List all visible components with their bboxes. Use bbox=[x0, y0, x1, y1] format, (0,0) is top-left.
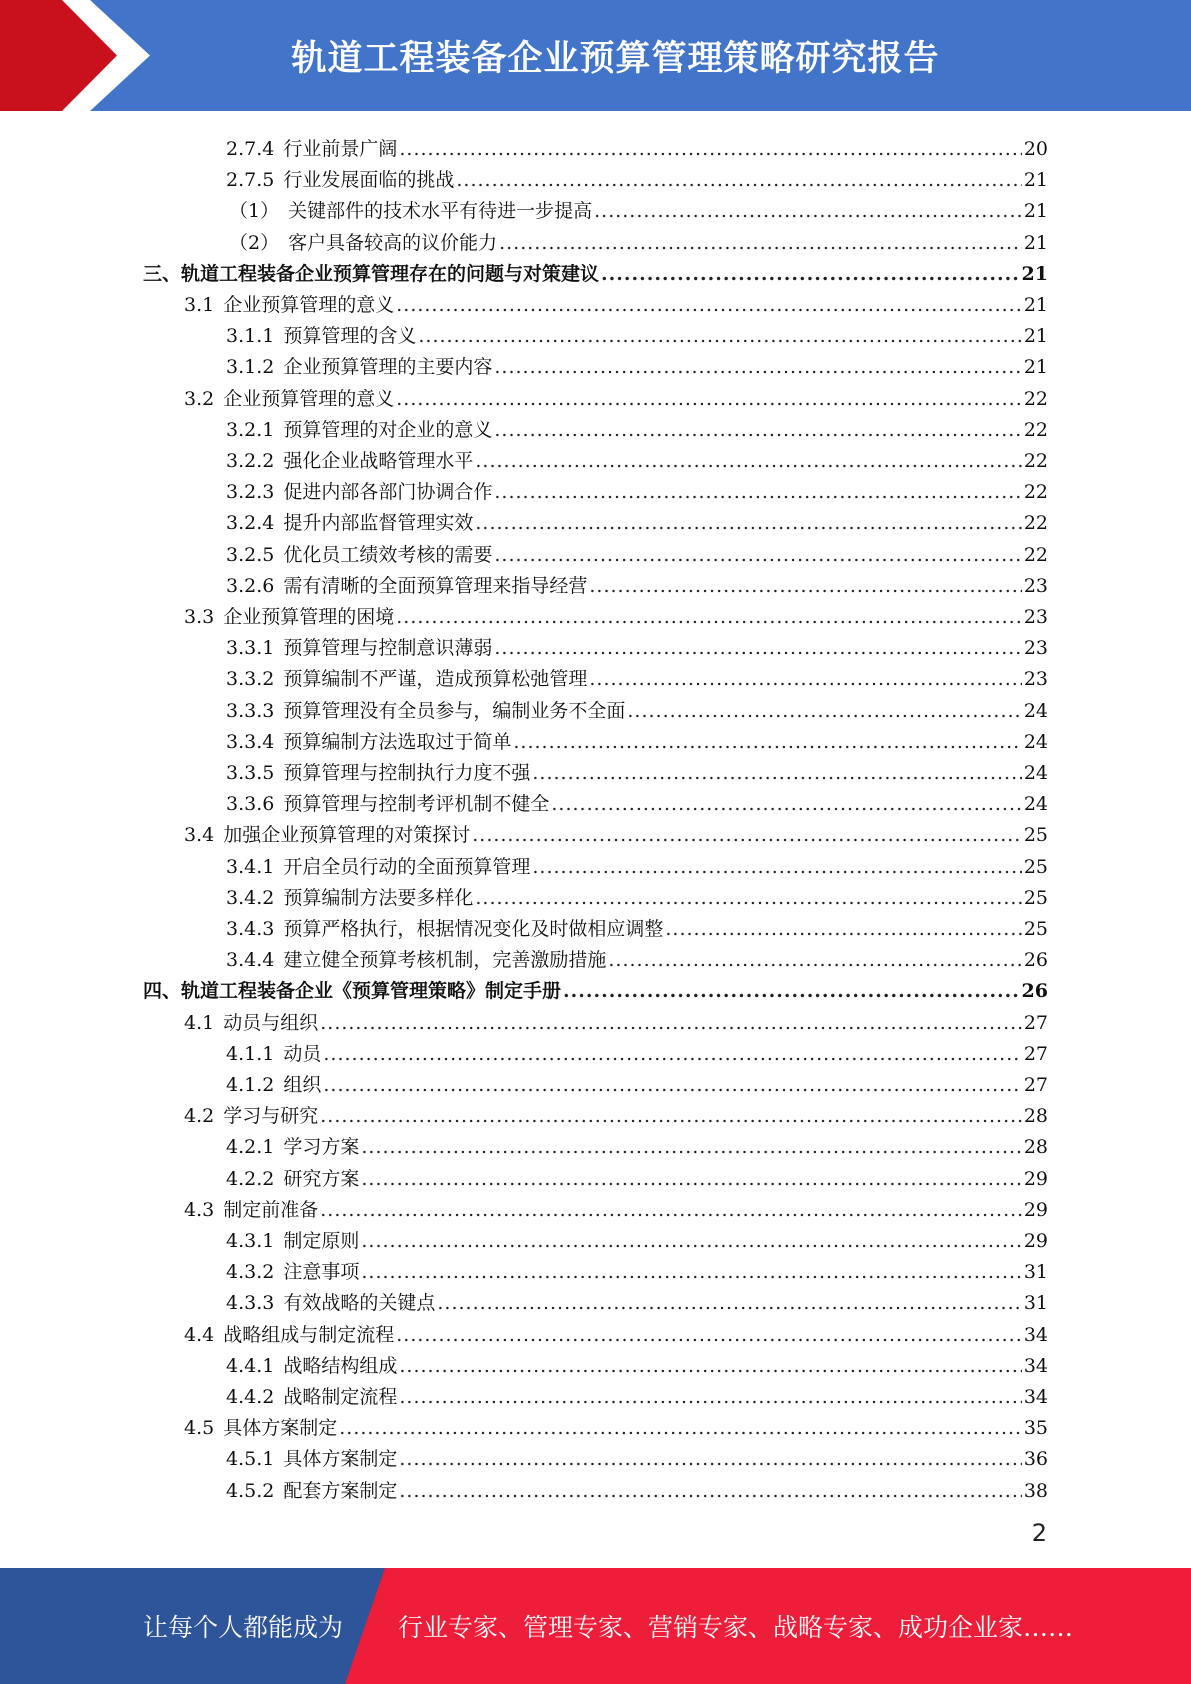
toc-dot-leader bbox=[361, 1230, 1021, 1252]
toc-entry-title: 关键部件的技术水平有待进一步提高 bbox=[288, 200, 593, 223]
toc-entry[interactable] bbox=[226, 1034, 1048, 1065]
toc-entry-number: 4.2.1 bbox=[226, 1136, 275, 1159]
toc-entry-number: （2） bbox=[229, 231, 280, 254]
toc-entry[interactable] bbox=[226, 878, 1048, 909]
toc-dot-leader bbox=[456, 169, 1021, 191]
toc-entry-page: 34 bbox=[1023, 1354, 1048, 1377]
toc-entry-number: 3.3.1 bbox=[226, 637, 275, 660]
toc-dot-leader bbox=[320, 1105, 1022, 1127]
toc-entry[interactable] bbox=[226, 535, 1048, 566]
toc-entry-page: 34 bbox=[1023, 1386, 1048, 1408]
toc-entry-page: 23 bbox=[1023, 668, 1048, 691]
toc-entry-number: 4.1.1 bbox=[226, 1042, 275, 1065]
toc-dot-leader bbox=[361, 1261, 1021, 1283]
toc-entry-title: 企业预算管理的意义 bbox=[223, 387, 395, 410]
toc-entry-number: 3.4.2 bbox=[226, 886, 275, 909]
toc-entry-number: 3.1.2 bbox=[226, 356, 275, 379]
toc-entry-page: 29 bbox=[1023, 1198, 1048, 1221]
toc-entry[interactable] bbox=[226, 472, 1048, 503]
toc-entry-page: 25 bbox=[1023, 824, 1048, 847]
toc-entry-title: 客户具备较高的议价能力 bbox=[288, 231, 498, 254]
toc-entry[interactable] bbox=[226, 659, 1048, 690]
toc-dot-leader bbox=[601, 263, 1020, 285]
toc-dot-leader bbox=[320, 1199, 1022, 1221]
toc-dot-leader bbox=[475, 512, 1021, 534]
toc-entry-number: 2.7.4 bbox=[226, 138, 275, 160]
toc-entry-title: 企业预算管理的困境 bbox=[223, 606, 395, 628]
toc-entry[interactable] bbox=[143, 254, 1048, 285]
toc-entry-number: 4.2.2 bbox=[226, 1167, 275, 1190]
toc-entry[interactable] bbox=[226, 1377, 1048, 1408]
toc-entry-page: 31 bbox=[1023, 1261, 1048, 1284]
toc-entry-title: 预算编制不严谨，造成预算松弛管理 bbox=[283, 668, 588, 691]
toc-entry-number: 3.3.3 bbox=[226, 699, 275, 722]
toc-entry-title: 预算管理与控制执行力度不强 bbox=[283, 762, 531, 784]
toc-entry[interactable] bbox=[226, 503, 1048, 534]
toc-entry-number: 3.1.1 bbox=[226, 325, 275, 348]
toc-entry-number: 4.2 bbox=[184, 1105, 215, 1128]
toc-entry-number: 4.3.1 bbox=[226, 1230, 275, 1252]
toc-entry-title: 开启全员行动的全面预算管理 bbox=[283, 855, 531, 878]
toc-entry[interactable] bbox=[184, 1408, 1048, 1439]
toc-entry[interactable] bbox=[229, 191, 1048, 222]
footer-slogan-left: 让每个人都能成为 bbox=[143, 1613, 344, 1642]
toc-entry-title: 具体方案制定 bbox=[223, 1417, 338, 1440]
toc-dot-leader bbox=[551, 793, 1021, 815]
toc-entry-number: （1） bbox=[229, 200, 280, 223]
toc-entry-title: 预算管理的对企业的意义 bbox=[283, 418, 493, 441]
header-title: 轨道工程装备企业预算管理策略研究报告 bbox=[291, 38, 940, 79]
toc-entry-title: 预算编制方法选取过于简单 bbox=[283, 730, 512, 753]
toc-dot-leader bbox=[589, 668, 1021, 690]
toc-entry-page: 21 bbox=[1023, 325, 1048, 348]
toc-entry-page: 22 bbox=[1023, 387, 1048, 410]
toc-dot-leader bbox=[418, 325, 1021, 347]
toc-dot-leader bbox=[320, 1012, 1022, 1034]
toc-entry-title: 企业预算管理的主要内容 bbox=[283, 356, 493, 379]
toc-entry-page: 21 bbox=[1023, 200, 1048, 223]
toc-entry-number: 4.1.2 bbox=[226, 1074, 275, 1096]
toc-dot-leader bbox=[437, 1292, 1021, 1314]
toc-entry-title: 动员与组织 bbox=[223, 1011, 319, 1034]
toc-dot-leader bbox=[399, 1448, 1021, 1470]
toc-entry-number: 4.4 bbox=[184, 1323, 215, 1346]
toc-entry-number: 3.4.1 bbox=[226, 855, 275, 878]
toc-entry-page: 38 bbox=[1023, 1479, 1048, 1502]
toc-entry-title: 学习方案 bbox=[283, 1136, 360, 1159]
toc-dot-leader bbox=[472, 824, 1022, 846]
toc-entry-page: 29 bbox=[1023, 1230, 1048, 1252]
toc-entry-title: 优化员工绩效考核的需要 bbox=[283, 543, 493, 566]
toc-entry-page: 25 bbox=[1023, 855, 1048, 878]
toc-entry-page: 27 bbox=[1023, 1042, 1048, 1065]
toc-entry-number: 3.4.3 bbox=[226, 918, 275, 940]
toc-dot-leader bbox=[475, 887, 1021, 909]
toc-entry-page: 24 bbox=[1023, 730, 1048, 753]
toc-entry-number: 3.2.2 bbox=[226, 450, 275, 472]
toc-dot-leader bbox=[494, 419, 1021, 441]
toc-entry-page: 21 bbox=[1023, 231, 1048, 254]
toc-entry-page: 25 bbox=[1023, 918, 1048, 940]
toc-entry[interactable] bbox=[143, 971, 1048, 1002]
toc-entry[interactable] bbox=[229, 223, 1048, 254]
toc-entry-page: 27 bbox=[1023, 1074, 1048, 1096]
toc-entry-page: 31 bbox=[1023, 1292, 1048, 1315]
toc-entry-title: 研究方案 bbox=[283, 1167, 360, 1190]
toc-dot-leader bbox=[475, 450, 1021, 472]
toc-entry-title: 制定原则 bbox=[283, 1230, 360, 1252]
toc-dot-leader bbox=[627, 700, 1021, 722]
toc-entry-title: 预算管理没有全员参与，编制业务不全面 bbox=[283, 699, 626, 722]
toc-entry[interactable] bbox=[226, 347, 1048, 378]
toc-entry-title: 学习与研究 bbox=[223, 1105, 319, 1128]
toc-dot-leader bbox=[563, 980, 1020, 1002]
toc-entry-page: 22 bbox=[1023, 543, 1048, 566]
footer-slogan-right: 行业专家、管理专家、营销专家、战略专家、成功企业家…… bbox=[398, 1613, 1074, 1642]
toc-dot-leader bbox=[396, 388, 1022, 410]
toc-dot-leader bbox=[399, 1386, 1021, 1408]
toc-entry-number: 3.2 bbox=[184, 387, 215, 410]
toc-entry-title: 预算管理的含义 bbox=[283, 325, 417, 348]
toc-entry[interactable] bbox=[184, 1096, 1048, 1127]
toc-entry[interactable] bbox=[226, 129, 1048, 160]
toc-entry[interactable] bbox=[226, 1346, 1048, 1377]
toc-entry-title: 建立健全预算考核机制，完善激励措施 bbox=[283, 949, 607, 972]
toc-entry-title: 预算严格执行，根据情况变化及时做相应调整 bbox=[283, 918, 664, 940]
toc-entry-number: 4.4.2 bbox=[226, 1386, 275, 1408]
toc-entry[interactable] bbox=[226, 316, 1048, 347]
toc-entry-title: 强化企业战略管理水平 bbox=[283, 450, 474, 472]
toc-entry-number: 4.5 bbox=[184, 1417, 215, 1440]
toc-entry-page: 20 bbox=[1023, 138, 1048, 160]
toc-entry[interactable] bbox=[226, 691, 1048, 722]
toc-entry[interactable] bbox=[226, 722, 1048, 753]
toc-entry-page: 23 bbox=[1023, 606, 1048, 628]
toc-entry-number: 3.3.5 bbox=[226, 762, 275, 784]
toc-entry-title: 有效战略的关键点 bbox=[283, 1292, 436, 1315]
toc-entry-title: 行业发展面临的挑战 bbox=[283, 169, 455, 192]
toc-entry-number: 4.4.1 bbox=[226, 1354, 275, 1377]
toc-entry-title: 战略组成与制定流程 bbox=[223, 1323, 395, 1346]
toc-entry-page: 28 bbox=[1023, 1136, 1048, 1159]
toc-entry-number: 3.2.4 bbox=[226, 512, 275, 535]
toc-entry[interactable] bbox=[184, 597, 1048, 628]
page-header bbox=[0, 0, 1191, 111]
toc-dot-leader bbox=[361, 1168, 1021, 1190]
toc-dot-leader bbox=[532, 856, 1021, 878]
toc-entry-number: 2.7.5 bbox=[226, 169, 275, 192]
toc-entry[interactable] bbox=[226, 784, 1048, 815]
toc-entry-title: 四、轨道工程装备企业《预算管理策略》制定手册 bbox=[143, 980, 562, 1003]
toc-entry-title: 组织 bbox=[283, 1074, 322, 1096]
toc-dot-leader bbox=[532, 762, 1021, 784]
toc-entry-page: 22 bbox=[1023, 418, 1048, 441]
toc-entry-title: 加强企业预算管理的对策探讨 bbox=[223, 824, 471, 847]
toc-entry[interactable] bbox=[226, 628, 1048, 659]
toc-entry[interactable] bbox=[226, 441, 1048, 472]
toc-entry-page: 21 bbox=[1023, 169, 1048, 192]
toc-entry-number: 4.3.2 bbox=[226, 1261, 275, 1284]
toc-entry-page: 23 bbox=[1023, 574, 1048, 597]
toc-dot-leader bbox=[589, 575, 1021, 597]
toc-entry[interactable] bbox=[226, 566, 1048, 597]
toc-entry[interactable] bbox=[226, 1252, 1048, 1283]
toc-entry-number: 3.3 bbox=[184, 606, 215, 628]
toc-dot-leader bbox=[494, 356, 1021, 378]
toc-entry-number: 4.1 bbox=[184, 1011, 215, 1034]
toc-entry-page: 24 bbox=[1023, 762, 1048, 784]
toc-dot-leader bbox=[399, 1355, 1021, 1377]
toc-entry-number: 3.1 bbox=[184, 294, 215, 316]
toc-entry[interactable] bbox=[226, 1127, 1048, 1158]
page-footer bbox=[0, 1568, 1191, 1684]
toc-entry-page: 22 bbox=[1023, 481, 1048, 504]
toc-entry-title: 具体方案制定 bbox=[283, 1448, 398, 1471]
toc-entry-page: 24 bbox=[1023, 793, 1048, 816]
toc-entry-number: 4.5.1 bbox=[226, 1448, 275, 1471]
toc-entry-title: 促进内部各部门协调合作 bbox=[283, 481, 493, 504]
toc-dot-leader bbox=[323, 1043, 1021, 1065]
toc-dot-leader bbox=[361, 1136, 1021, 1158]
toc-entry[interactable] bbox=[226, 1065, 1048, 1096]
toc-entry-number: 3.4.4 bbox=[226, 949, 275, 972]
toc-entry-page: 29 bbox=[1023, 1167, 1048, 1190]
toc-dot-leader bbox=[396, 294, 1022, 316]
toc-entry-page: 23 bbox=[1023, 637, 1048, 660]
toc-entry-page: 21 bbox=[1023, 356, 1048, 379]
toc-entry[interactable] bbox=[226, 160, 1048, 191]
toc-entry[interactable] bbox=[226, 1471, 1048, 1502]
toc-entry-number: 3.2.6 bbox=[226, 574, 275, 597]
toc-entry-title: 三、轨道工程装备企业预算管理存在的问题与对策建议 bbox=[143, 262, 600, 285]
toc-entry-number: 3.2.1 bbox=[226, 418, 275, 441]
toc-entry[interactable] bbox=[226, 1159, 1048, 1190]
toc-entry-number: 3.2.5 bbox=[226, 543, 275, 566]
toc-dot-leader bbox=[513, 731, 1021, 753]
toc-entry-page: 25 bbox=[1023, 886, 1048, 909]
toc-entry[interactable] bbox=[226, 1283, 1048, 1314]
toc-entry-page: 24 bbox=[1023, 699, 1048, 722]
toc-dot-leader bbox=[339, 1417, 1022, 1439]
toc-entry-title: 制定前准备 bbox=[223, 1198, 319, 1221]
toc-entry-page: 26 bbox=[1021, 980, 1048, 1003]
toc-entry-number: 4.3.3 bbox=[226, 1292, 275, 1315]
toc-entry[interactable] bbox=[184, 815, 1048, 846]
toc-entry-page: 35 bbox=[1023, 1417, 1048, 1440]
toc-dot-leader bbox=[399, 1480, 1021, 1502]
toc-entry-number: 3.3.6 bbox=[226, 793, 275, 816]
toc-entry-page: 22 bbox=[1023, 450, 1048, 472]
toc-dot-leader bbox=[494, 544, 1021, 566]
toc-entry[interactable] bbox=[226, 410, 1048, 441]
toc-entry[interactable] bbox=[184, 1315, 1048, 1346]
toc-entry[interactable] bbox=[226, 1221, 1048, 1252]
toc-entry-page: 21 bbox=[1021, 262, 1048, 285]
toc-entry-title: 战略结构组成 bbox=[283, 1354, 398, 1377]
toc-entry[interactable] bbox=[226, 1439, 1048, 1470]
page-number: 2 bbox=[1031, 1519, 1047, 1547]
toc-entry-title: 注意事项 bbox=[283, 1261, 360, 1284]
toc-entry-number: 3.3.2 bbox=[226, 668, 275, 691]
toc-dot-leader bbox=[399, 138, 1021, 160]
toc-entry-title: 提升内部监督管理实效 bbox=[283, 512, 474, 535]
toc-entry[interactable] bbox=[226, 847, 1048, 878]
toc-entry-title: 需有清晰的全面预算管理来指导经营 bbox=[283, 574, 588, 597]
toc-dot-leader bbox=[494, 481, 1021, 503]
toc-entry-number: 3.3.4 bbox=[226, 730, 275, 753]
toc-dot-leader bbox=[665, 918, 1021, 940]
toc-dot-leader bbox=[499, 232, 1022, 254]
chevron-arrow-icon bbox=[0, 0, 160, 111]
toc-dot-leader bbox=[323, 1074, 1021, 1096]
toc-entry-title: 企业预算管理的意义 bbox=[223, 294, 395, 316]
toc-entry[interactable] bbox=[226, 753, 1048, 784]
toc-entry[interactable] bbox=[226, 940, 1048, 971]
toc-entry[interactable] bbox=[184, 285, 1048, 316]
toc-entry-number: 4.3 bbox=[184, 1198, 215, 1221]
toc-entry[interactable] bbox=[184, 1190, 1048, 1221]
toc-entry-title: 预算编制方法要多样化 bbox=[283, 886, 474, 909]
toc-entry[interactable] bbox=[226, 909, 1048, 940]
toc-dot-leader bbox=[608, 949, 1021, 971]
toc-entry-page: 27 bbox=[1023, 1011, 1048, 1034]
toc-entry[interactable] bbox=[184, 379, 1048, 410]
toc-entry-title: 行业前景广阔 bbox=[283, 138, 398, 160]
toc-entry-page: 21 bbox=[1023, 294, 1048, 316]
toc-dot-leader bbox=[396, 1324, 1022, 1346]
toc-entry-page: 36 bbox=[1023, 1448, 1048, 1471]
toc-entry-page: 34 bbox=[1023, 1323, 1048, 1346]
toc-entry-title: 配套方案制定 bbox=[283, 1479, 398, 1502]
toc-entry[interactable] bbox=[184, 1003, 1048, 1034]
toc-entry-title: 战略制定流程 bbox=[283, 1386, 398, 1408]
toc-entry-number: 3.2.3 bbox=[226, 481, 275, 504]
toc-dot-leader bbox=[594, 200, 1022, 222]
toc-entry-title: 预算管理与控制意识薄弱 bbox=[283, 637, 493, 660]
toc-entry-title: 动员 bbox=[283, 1042, 322, 1065]
toc-entry-page: 22 bbox=[1023, 512, 1048, 535]
toc-dot-leader bbox=[396, 606, 1022, 628]
toc-entry-page: 26 bbox=[1023, 949, 1048, 972]
toc-entry-page: 28 bbox=[1023, 1105, 1048, 1128]
toc-entry-number: 4.5.2 bbox=[226, 1479, 275, 1502]
toc-dot-leader bbox=[494, 637, 1021, 659]
toc-entry-title: 预算管理与控制考评机制不健全 bbox=[283, 793, 550, 816]
toc-entry-number: 3.4 bbox=[184, 824, 215, 847]
